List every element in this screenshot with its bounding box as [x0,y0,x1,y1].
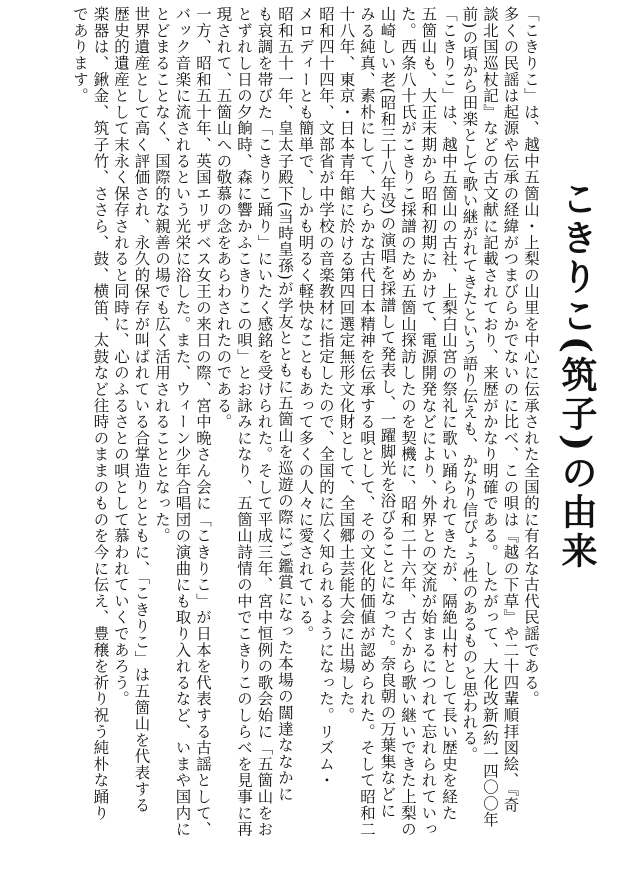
text-column: 現されて、五箇山への敬慕の念をあらわされたのである。 [214,6,233,430]
text-column: メロディーとも簡単で、しかも明るく軽快なこともあって多くの人々に愛されている。 [296,6,315,642]
text-column: とずれし日の夕餉時、森に響かふこきりこの唄」とお詠みになり、五箇山詩情の中でこきりこのしらべを見事に再 [235,6,253,838]
vertical-text-body [12,6,541,874]
text-column: 昭和五十一年、皇太子殿下(当時皇孫)が学友とともに五箇山を巡遊の際にご鑑賞になった本場の闊達ななかに [276,6,294,803]
text-column: 「こきりこ」は、越中五箇山の古社、上梨白山宮の祭礼に歌い踊られてきたが、隔絶山村として長い歴史を経た [440,6,458,821]
text-column: みる純真、素朴にして、大らかな古代日本精神を伝承する唄として、その文化的価値が認められた。そして昭和二 [358,6,376,838]
text-column: 「こきりこ」は、越中五箇山・上梨の山里を中心に伝承された全国的に有名な古代民謡である。 [522,6,540,707]
text-column: 十八年、東京・日本青年館に於ける第四回選定無形文化財として、全国郷土芸能大会に出場した。 [337,6,356,724]
text-column: とどまることなく、国際的な親善の場でも広く活用されることとなった。 [153,6,171,544]
text-column: バック音楽に流されるという光栄に浴した。また、ウィーン少年合唱団の演曲にも取り入れるなど、いまや国内に [173,6,192,838]
text-column: 一方、昭和五十年、英国エリザベス女王の来日の際、宮中晩さん会に「こきりこ」が日本を代表する古謡として、 [194,6,212,838]
text-column: 世界遺産として高く評価され、永久的保存が叫ばれている合掌造りとともに、「こきりこ」は五箇山を代表する [132,6,151,814]
text-column: 楽器は、鍬金、筑子竹、ささら、鼓、横笛、太鼓など往時のままのものを今に伝え、豊穣を祈り祝う純朴な踊り [91,6,110,821]
text-column: も哀調を帯びた「こきりこ踊り」にいたく感銘を受けられた。そして平成三年、宮中恒例の歌会始に「五箇山をお [255,6,274,838]
page-title: こきりこ(筑子)の由来 [556,180,598,572]
text-column: 歴史的遺産として末永く保存されると同時に、心のふるさとの唄として慕われていくであろう。 [112,6,130,707]
text-column: た。西条八十氏がこきりこ採譜のため五箇山探訪したのを契機に、昭和二十六年、古くから歌い継いできた上梨の [399,6,417,838]
text-column: 談北国巡杖記』などの古文献に記載されており、来歴がかなり明確である。したがって、大化改新(約一四〇〇年 [481,6,499,828]
text-column: であります。 [71,6,89,104]
text-column: 前)の頃から田楽として歌い継がれてきたという語り伝えも、かなり信ぴょう性のあるものと思われる。 [460,6,479,763]
text-column: 昭和四十四年、文部省が中学校の音楽教材に指定したので、全国的に広く知られるようになった。リズム・ [317,6,335,789]
text-column: 山崎しい老(昭和三十八年没)の演唱を採譜して発表し、一躍脚光を浴びることになった。奈良朝の万葉集などに [378,6,397,819]
text-column: 五箇山も、大正末期から昭和初期にかけて、電源開発などにより、外界との交流が始まるにつれて忘れられていっ [419,6,438,838]
text-column: 多くの民謡は起源や伝承の経緯がつまびらかでないのに比べ、この唄は『越の下草』や二十四輩順拝図絵、『奇 [501,6,520,814]
